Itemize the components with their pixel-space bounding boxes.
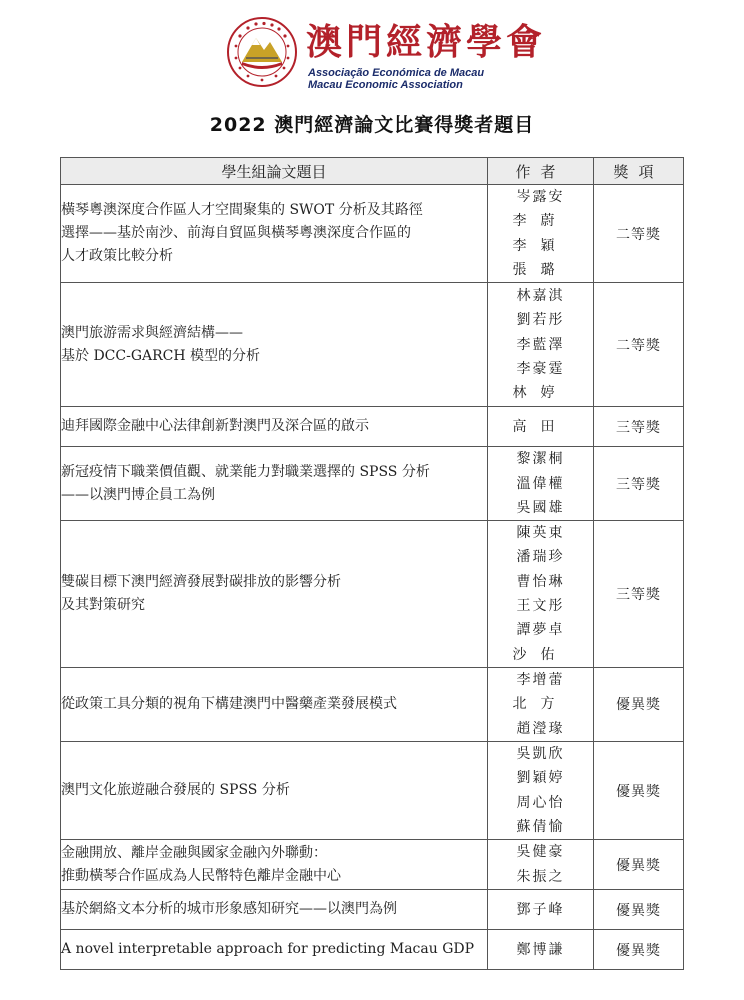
award-cell: 優異獎 [594,930,684,970]
author-name: 蘇倩愉 [516,818,565,835]
paper-title-line: 澳門文化旅遊融合發展的 SPSS 分析 [61,782,290,799]
authors-cell [488,447,594,521]
paper-title-cell [61,407,488,447]
author-name: 鄧子峰 [516,901,565,918]
author-name: 曹怡琳 [516,573,565,590]
paper-title-line: 新冠疫情下職業價值觀、就業能力對職業選擇的 SPSS 分析 [61,463,430,480]
author-name: 黎潔桐 [516,451,565,468]
author-name: 趙瀅瑑 [516,720,565,737]
paper-title-cell [61,447,488,521]
author-name: 沙佑 [512,646,569,663]
paper-title-cell [61,840,488,890]
award-cell: 二等獎 [594,185,684,283]
author-name: 吳國雄 [516,499,565,516]
awards-table [60,157,684,970]
paper-title-line: 基於網絡文本分析的城市形象感知研究——以澳門為例 [61,901,397,918]
header-award: 獎項 [594,158,684,185]
author-name: 林婷 [512,385,569,402]
association-name-cn: 澳門經濟學會 [306,21,547,63]
table-row [61,840,684,890]
table-row [61,890,684,930]
author-name: 張璐 [512,261,569,278]
author-name: 高田 [512,418,569,435]
paper-title-cell [61,667,488,741]
paper-title-line: 橫琴粵澳深度合作區人才空間聚集的 SWOT 分析及其路徑 [61,202,423,219]
association-name-pt: Associação Económica de Macau [308,67,485,79]
paper-title-cell [61,521,488,668]
header-title: 學生組論文題目 [61,158,488,185]
authors-cell [488,185,594,283]
table-row [61,667,684,741]
author-name: 李蔚 [512,213,569,230]
paper-title-line: 基於 DCC-GARCH 模型的分析 [61,347,261,364]
author-name: 北方 [512,696,569,713]
author-name: 吳凱欣 [516,745,565,762]
author-name: 朱振之 [516,868,565,885]
author-name: 劉若彤 [516,312,565,329]
author-name: 吳健豪 [516,844,565,861]
award-cell: 三等獎 [594,407,684,447]
award-cell: 二等獎 [594,283,684,407]
author-name: 李藍澤 [516,336,565,353]
table-row [61,930,684,970]
paper-title-line: ——以澳門博企員工為例 [61,486,215,503]
paper-title-line: 推動橫琴合作區成為人民幣特色離岸金融中心 [61,867,341,884]
table-row [61,447,684,521]
authors-cell [488,930,594,970]
paper-title-cell [61,283,488,407]
header-authors: 作者 [488,158,594,185]
author-name: 溫偉權 [516,475,565,492]
table-row [61,521,684,668]
table-row [61,283,684,407]
author-name: 岑露安 [516,189,565,205]
paper-title-line: 雙碳目標下澳門經濟發展對碳排放的影響分析 [61,574,341,591]
authors-cell [488,741,594,839]
paper-title-line: 金融開放、離岸金融與國家金融內外聯動： [61,844,327,861]
authors-cell [488,521,594,668]
award-cell: 三等獎 [594,521,684,668]
table-header-row [61,158,684,185]
authors-cell [488,283,594,407]
author-name: 李穎 [512,237,569,254]
paper-title-line: 及其對策研究 [61,597,145,614]
award-cell: 優異獎 [594,890,684,930]
author-name: 王文彤 [516,598,565,615]
paper-title-line: 迪拜國際金融中心法律創新對澳門及深合區的啟示 [61,418,369,435]
paper-title-line: A novel interpretable approach for predicting Macau GDP [61,941,475,958]
award-cell: 優異獎 [594,741,684,839]
authors-cell [488,667,594,741]
author-name: 周心怡 [516,794,565,811]
authors-cell [488,407,594,447]
paper-title-line: 澳門旅游需求與經濟結構—— [61,324,243,341]
table-row [61,185,684,283]
document-title: 2022 澳門經濟論文比賽得獎者題目 [209,114,535,136]
table-row [61,407,684,447]
paper-title-cell [61,890,488,930]
paper-title-line: 選擇——基於南沙、前海自貿區與橫琴粵澳深度合作區的 [61,225,411,242]
author-name: 林嘉淇 [516,287,565,304]
association-seal-icon [226,16,298,88]
association-logo [226,16,547,91]
award-cell: 優異獎 [594,840,684,890]
table-row [61,741,684,839]
author-name: 譚夢卓 [516,622,565,639]
award-cell: 優異獎 [594,667,684,741]
author-name: 李增蕾 [516,672,565,689]
author-name: 陳英東 [516,525,565,542]
author-name: 劉穎婷 [516,770,565,787]
authors-cell [488,840,594,890]
association-name-en: Macau Economic Association [308,79,463,91]
paper-title-cell [61,930,488,970]
paper-title-line: 從政策工具分類的視角下構建澳門中醫藥產業發展模式 [61,695,397,712]
paper-title-cell [61,741,488,839]
author-name: 李豪霆 [516,360,565,377]
author-name: 鄭博謙 [516,941,565,958]
award-cell: 三等獎 [594,447,684,521]
paper-title-cell [61,185,488,283]
author-name: 潘瑞珍 [516,549,565,566]
authors-cell [488,890,594,930]
paper-title-line: 人才政策比較分析 [61,248,173,265]
